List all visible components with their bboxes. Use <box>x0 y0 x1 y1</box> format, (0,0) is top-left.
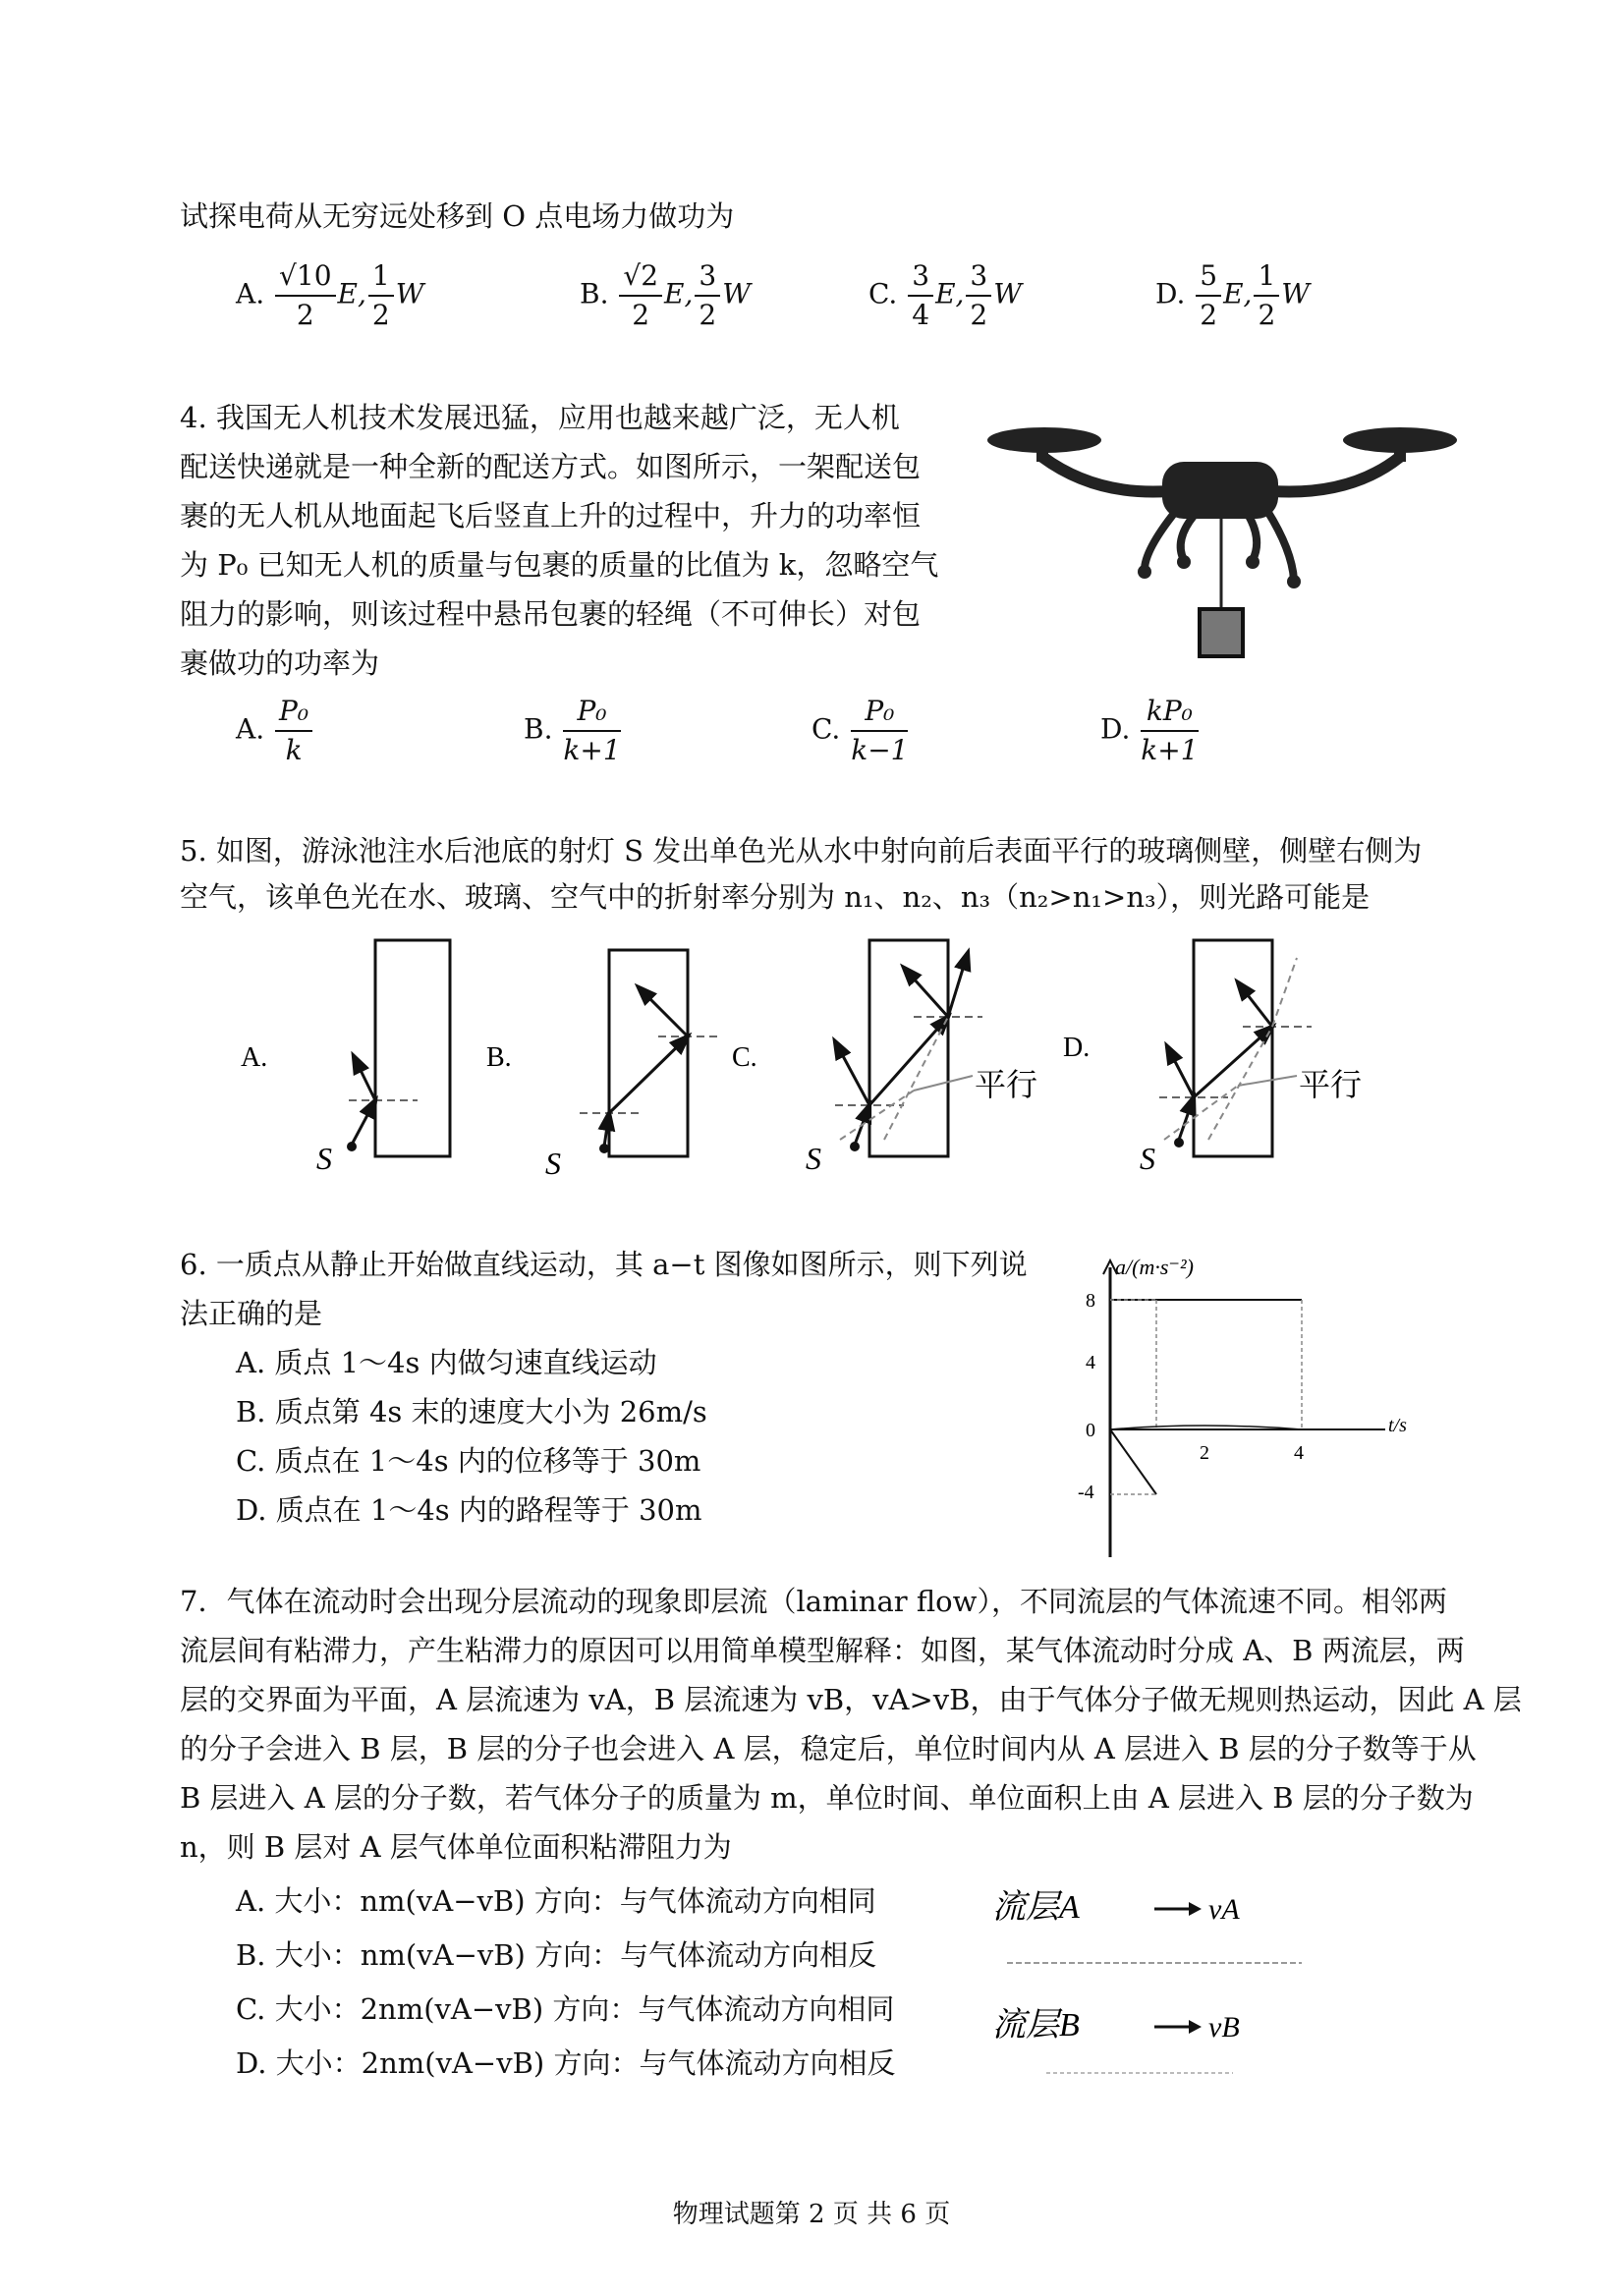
q4-line-3: 裹的无人机从地面起飞后竖直上升的过程中，升力的功率恒 <box>180 499 922 532</box>
q3-option-d[interactable]: D. $\frac{5}{2}$ E, $\frac{1}{2}$ W <box>1155 257 1310 334</box>
fig-label-b: B. <box>486 1042 512 1073</box>
svg-text:S: S <box>316 1141 332 1176</box>
q4-line-1: 4. 我国无人机技术发展迅猛，应用也越来越广泛，无人机 <box>180 401 900 434</box>
q5-line-2: 空气，该单色光在水、玻璃、空气中的折射率分别为 n₁、n₂、n₃（n₂>n₁>n₃），则光路可能是 <box>180 880 1371 914</box>
q7-option-d[interactable]: D. 大小：2nm(vA−vB) 方向：与气体流动方向相反 <box>236 2046 896 2080</box>
q7-line-5: B 层进入 A 层的分子数，若气体分子的质量为 m，单位时间、单位面积上由 A 层进入 B 层的分子数为 <box>180 1781 1474 1815</box>
fraction-w: $\frac{3}{2}$ <box>695 257 720 334</box>
graph-ylabel: a/(m·s⁻²) <box>1115 1255 1194 1279</box>
option-label: D. <box>1155 277 1186 310</box>
q7-line-1: 7．气体在流动时会出现分层流动的现象即层流（laminar flow），不同流层的气体流速不同。相邻两 <box>180 1585 1447 1618</box>
q7-line-6: n，则 B 层对 A 层气体单位面积粘滞阻力为 <box>180 1830 732 1864</box>
fraction-e: $\frac{5}{2}$ <box>1196 257 1221 334</box>
q3-option-b[interactable]: B. $\frac{√2}{2}$ E, $\frac{3}{2}$ W <box>580 257 751 334</box>
option-label: B. <box>580 277 609 310</box>
svg-text:-4: -4 <box>1078 1482 1094 1503</box>
q6-option-c[interactable]: C. 质点在 1～4s 内的位移等于 30m <box>236 1444 701 1478</box>
q4-option-a[interactable]: A. $\frac{\text{P₀}}{k}$ <box>236 693 314 769</box>
svg-text:0: 0 <box>1086 1420 1095 1441</box>
svg-text:vB: vB <box>1208 2011 1240 2044</box>
svg-text:S: S <box>1140 1141 1155 1176</box>
acceleration-time-graph <box>1066 1253 1420 1562</box>
q4-option-b[interactable]: B. $\frac{\text{P₀}}{k+1}$ <box>524 695 621 766</box>
q7-option-b[interactable]: B. 大小：nm(vA−vB) 方向：与气体流动方向相反 <box>236 1938 877 1972</box>
q4-line-6: 裹做功的功率为 <box>180 646 380 680</box>
svg-text:4: 4 <box>1294 1442 1304 1464</box>
q5-line-1: 5. 如图，游泳池注水后池底的射灯 S 发出单色光从水中射向前后表面平行的玻璃侧壁，侧壁右侧为 <box>180 834 1423 868</box>
fraction-e: $\frac{√10}{2}$ <box>275 257 335 334</box>
q6-option-b[interactable]: B. 质点第 4s 末的速度大小为 26m/s <box>236 1395 707 1428</box>
q4-line-5: 阻力的影响，则该过程中悬吊包裹的轻绳（不可伸长）对包 <box>180 597 922 631</box>
page-footer: 物理试题第 2 页 共 6 页 <box>672 2200 951 2229</box>
q6-line-2: 法正确的是 <box>180 1297 323 1330</box>
fraction-w: $\frac{3}{2}$ <box>966 257 991 334</box>
q6-line-1: 6. 一质点从静止开始做直线运动，其 a−t 图像如图所示，则下列说 <box>180 1248 1028 1281</box>
svg-text:S: S <box>545 1146 561 1181</box>
q7-line-3: 层的交界面为平面，A 层流速为 vA，B 层流速为 vB，vA>vB，由于气体分子做无规则热运动，因此 A 层 <box>180 1683 1522 1716</box>
svg-text:8: 8 <box>1086 1290 1095 1312</box>
q7-line-4: 的分子会进入 B 层，B 层的分子也会进入 A 层，稳定后，单位时间内从 A 层进入 B 层的分子数等于从 <box>180 1732 1477 1765</box>
fig-label-c: C. <box>732 1042 757 1073</box>
fraction-e: $\frac{3}{4}$ <box>908 257 933 334</box>
svg-text:2: 2 <box>1200 1442 1209 1464</box>
fraction-e: $\frac{√2}{2}$ <box>619 257 662 334</box>
svg-text:S: S <box>806 1141 821 1176</box>
svg-text:平行: 平行 <box>1299 1067 1363 1102</box>
layer-a-label: 流层A <box>992 1889 1080 1926</box>
q6-option-d[interactable]: D. 质点在 1～4s 内的路程等于 30m <box>236 1493 702 1527</box>
q7-option-a[interactable]: A. 大小：nm(vA−vB) 方向：与气体流动方向相同 <box>236 1884 876 1918</box>
svg-text:vA: vA <box>1208 1893 1240 1926</box>
drone-figure <box>968 413 1488 688</box>
fig-label-d: D. <box>1063 1033 1091 1063</box>
q3-option-a[interactable]: A. $\frac{√10}{2}$ E, $\frac{1}{2}$ W <box>236 257 423 334</box>
q3-tail-text: 试探电荷从无穷远处移到 O 点电场力做功为 <box>180 199 735 233</box>
fig-label-a: A. <box>241 1042 268 1073</box>
fraction-w: $\frac{1}{2}$ <box>368 257 394 334</box>
light-path-figures <box>226 928 1444 1184</box>
q7-line-2: 流层间有粘滞力，产生粘滞力的原因可以用简单模型解释：如图，某气体流动时分成 A、B 两流层，两 <box>180 1634 1465 1667</box>
q4-option-d[interactable]: D. $\frac{\text{kP₀}}{k+1}$ <box>1100 695 1199 766</box>
option-label: C. <box>868 277 898 310</box>
q4-line-4: 为 P₀ 已知无人机的质量与包裹的质量的比值为 k，忽略空气 <box>180 548 939 582</box>
laminar-flow-figure <box>987 1862 1312 2088</box>
q3-option-c[interactable]: C. $\frac{3}{4}$ E, $\frac{3}{2}$ W <box>868 257 1022 334</box>
q7-option-c[interactable]: C. 大小：2nm(vA−vB) 方向：与气体流动方向相同 <box>236 1992 895 2026</box>
q6-option-a[interactable]: A. 质点 1～4s 内做匀速直线运动 <box>236 1346 657 1379</box>
svg-text:平行: 平行 <box>975 1067 1038 1102</box>
q4-line-2: 配送快递就是一种全新的配送方式。如图所示，一架配送包 <box>180 450 922 483</box>
svg-text:4: 4 <box>1086 1352 1095 1373</box>
layer-b-label: 流层B <box>992 2007 1080 2044</box>
graph-xlabel: t/s <box>1388 1415 1407 1436</box>
fraction-w: $\frac{1}{2}$ <box>1254 257 1279 334</box>
option-label: A. <box>236 277 265 310</box>
q4-option-c[interactable]: C. $\frac{\text{P₀}}{k-1}$ <box>812 695 909 766</box>
